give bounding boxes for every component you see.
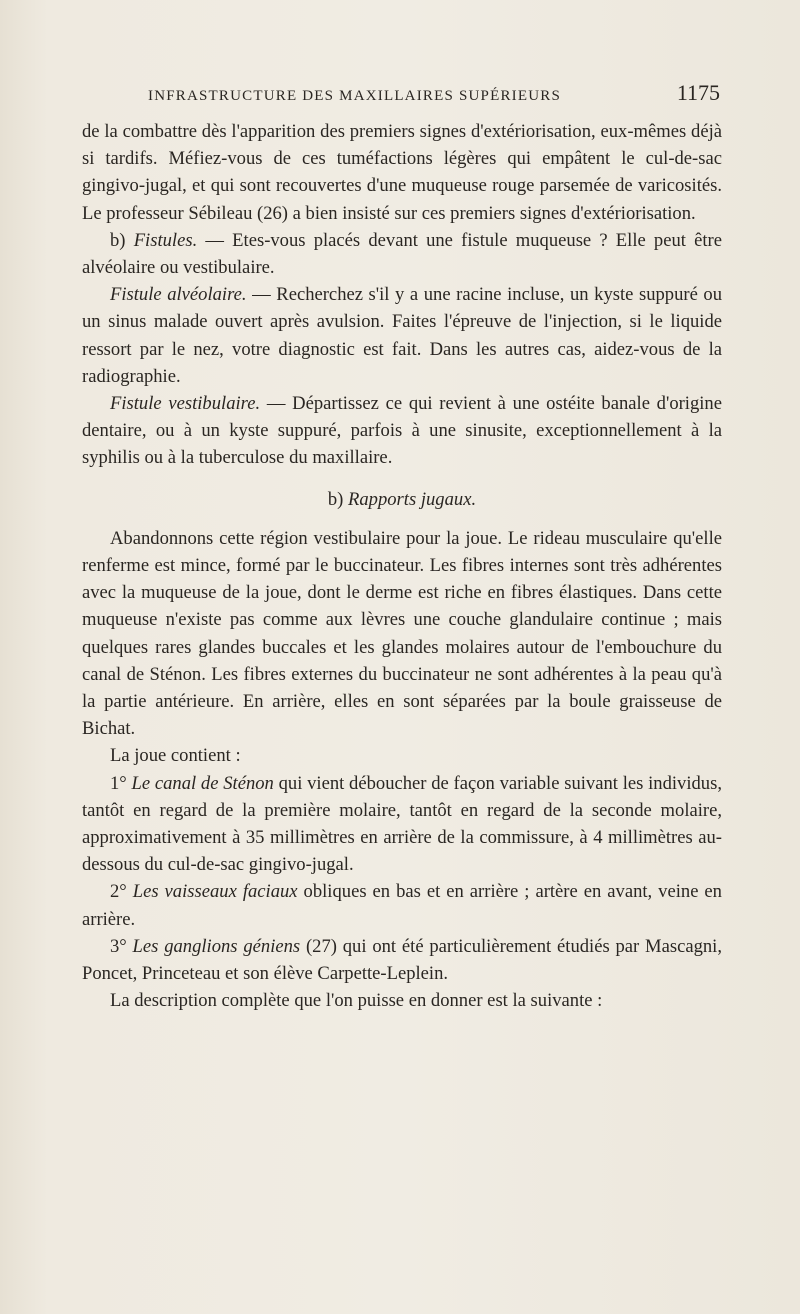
- section-label: Fistule vestibulaire.: [110, 393, 261, 415]
- subheading: b) Rapports jugaux.: [327, 488, 477, 510]
- list-item: 2° Les vaisseaux faciaux obliques en bas et en arrière ; artère en avant, veine en arrière.: [82, 881, 722, 930]
- paragraph: La description complète que l'on puisse en donner est la suivante :: [110, 990, 603, 1012]
- page-number: 1175: [676, 80, 720, 105]
- paragraph: Fistule vestibulaire. — Départissez ce qui revient à une ostéite banale d'origine dentaire, ou à un kyste suppuré, parfois à une sinusite, exceptionnellement à la syphilis ou à la tuberculose du maxillaire.: [82, 393, 722, 469]
- running-header: [148, 80, 720, 106]
- list-item: 1° Le canal de Sténon qui vient déboucher de façon variable suivant les individus, tantôt en regard de la première molaire, tantôt en regard de la seconde molaire, approximativement à 35 millimètres en arrière de la commissure, à 4 millimètres au-dessous du cul-de-sac gingivo-jugal.: [82, 772, 722, 876]
- paragraph: La joue contient :: [110, 745, 241, 767]
- section-label: Fistule alvéolaire.: [110, 284, 247, 306]
- running-title: INFRASTRUCTURE DES MAXILLAIRES SUPÉRIEURS: [148, 88, 561, 104]
- section-label: Fistules.: [133, 229, 198, 251]
- paragraph: b) Fistules. — Etes-vous placés devant une fistule muqueuse ? Elle peut être alvéolaire ou vestibulaire.: [82, 229, 722, 279]
- paragraph: Fistule alvéolaire. — Recherchez s'il y a une racine incluse, un kyste suppuré ou un sinus malade ouvert après avulsion. Faites l'épreuve de l'injection, si le liquide ressort par le nez, votre diagnostic est fait. Dans les autres cas, aidez-vous de la radiographie.: [82, 284, 722, 387]
- paragraph: Abandonnons cette région vestibulaire pour la joue. Le rideau musculaire qu'elle renferme est mince, formé par le buccinateur. Les fibres internes sont très adhérentes avec la muqueuse de la joue, dont le derme est riche en fibres élastiques. Dans cette muqueuse n'existe pas comme aux lèvres une couche glandulaire continue ; mais quelques rares glandes buccales et les glandes molaires autour de l'embouchure du canal de Sténon. Les fibres externes du buccinateur ne sont adhérentes à la peau qu'à la partie antérieure. En arrière, elles en sont séparées par la boule graisseuse de Bichat.: [82, 527, 722, 740]
- paragraph: de la combattre dès l'apparition des premiers signes d'extériorisation, eux-mêmes déjà si tardifs. Méfiez-vous de ces tuméfactions légères qui empâtent le cul-de-sac gingivo-jugal, et qui sont recouvertes d'une muqueuse rouge parsemée de varicosités. Le professeur Sébileau (26) a bien insisté sur ces premiers signes d'extériorisation.: [82, 121, 722, 224]
- body-text: [82, 118, 722, 1015]
- list-item: 3° Les ganglions géniens (27) qui ont été particulièrement étudiés par Mascagni, Poncet, Princeteau et son élève Carpette-Leplein.: [82, 935, 722, 985]
